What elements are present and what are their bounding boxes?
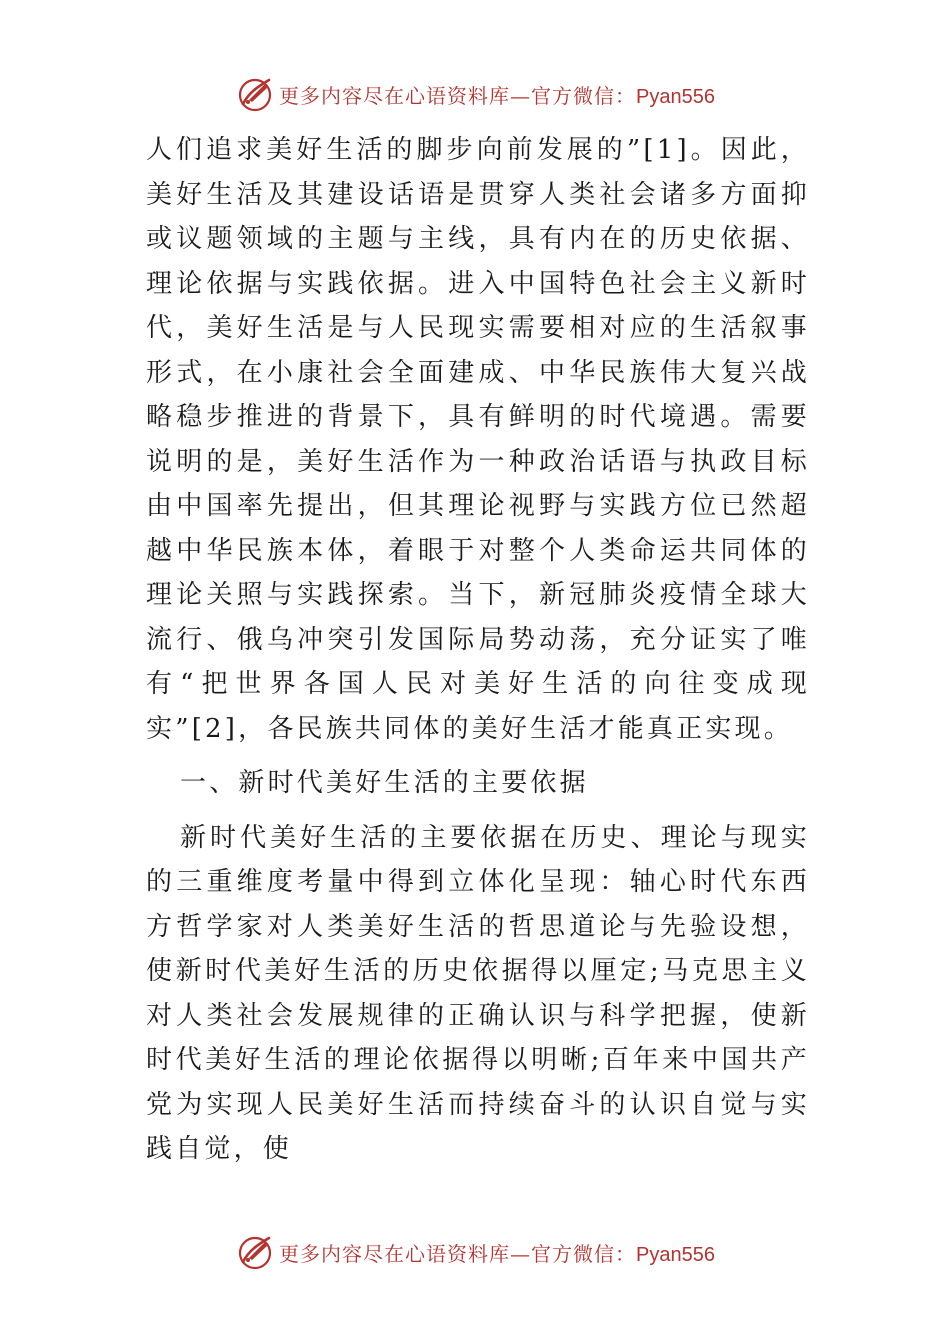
section-heading: 一、新时代美好生活的主要依据 (180, 768, 589, 798)
pen-swirl-logo-icon (235, 74, 275, 114)
footer-watermark-banner (0, 1230, 950, 1274)
paragraph-continued: 人们追求美好生活的脚步向前发展的”[1]。因此，美好生活及其建设话语是贯穿人类社会诸多方面抑或议题领域的主题与主线，具有内在的历史依据、理论依据与实践依据。进入中国特色社会主义新时代，美好生活是与人民现实需要相对应的生活叙事形式，在小康社会全面建成、中华民族伟大复兴战略稳步推进的背景下，具有鲜明的时代境遇。需要说明的是，美好生活作为一种政治话语与执政目标由中国率先提出，但其理论视野与实践方位已然超越中华民族本体，着眼于对整个人类命运共同体的理论关照与实践探索。当下，新冠肺炎疫情全球大流行、俄乌冲突引发国际局势动荡，充分证实了唯有“把世界各国人民对美好生活的向往变成现实”[2]，各民族共同体的美好生活才能真正实现。 (146, 135, 810, 744)
banner-text (279, 80, 715, 109)
banner-label: 更多内容尽在心语资料库—官方微信： (279, 83, 637, 108)
banner-label: 更多内容尽在心语资料库—官方微信： (279, 1241, 637, 1266)
pen-swirl-logo-icon (235, 1232, 275, 1272)
banner-wechat-id: Pyan556 (636, 1243, 715, 1266)
banner-text (279, 1238, 715, 1267)
paragraph-section-intro: 新时代美好生活的主要依据在历史、理论与现实的三重维度考量中得到立体化呈现：轴心时代东西方哲学家对人类美好生活的哲思道论与先验设想，使新时代美好生活的历史依据得以厘定;马克思主义对人类社会发展规律的正确认识与科学把握，使新时代美好生活的理论依据得以明晰;百年来中国共产党为实现人民美好生活而持续奋斗的认识自觉与实践自觉，使 (146, 822, 810, 1164)
banner-wechat-id: Pyan556 (636, 85, 715, 108)
header-watermark-banner (0, 72, 950, 116)
document-body (146, 128, 810, 1172)
